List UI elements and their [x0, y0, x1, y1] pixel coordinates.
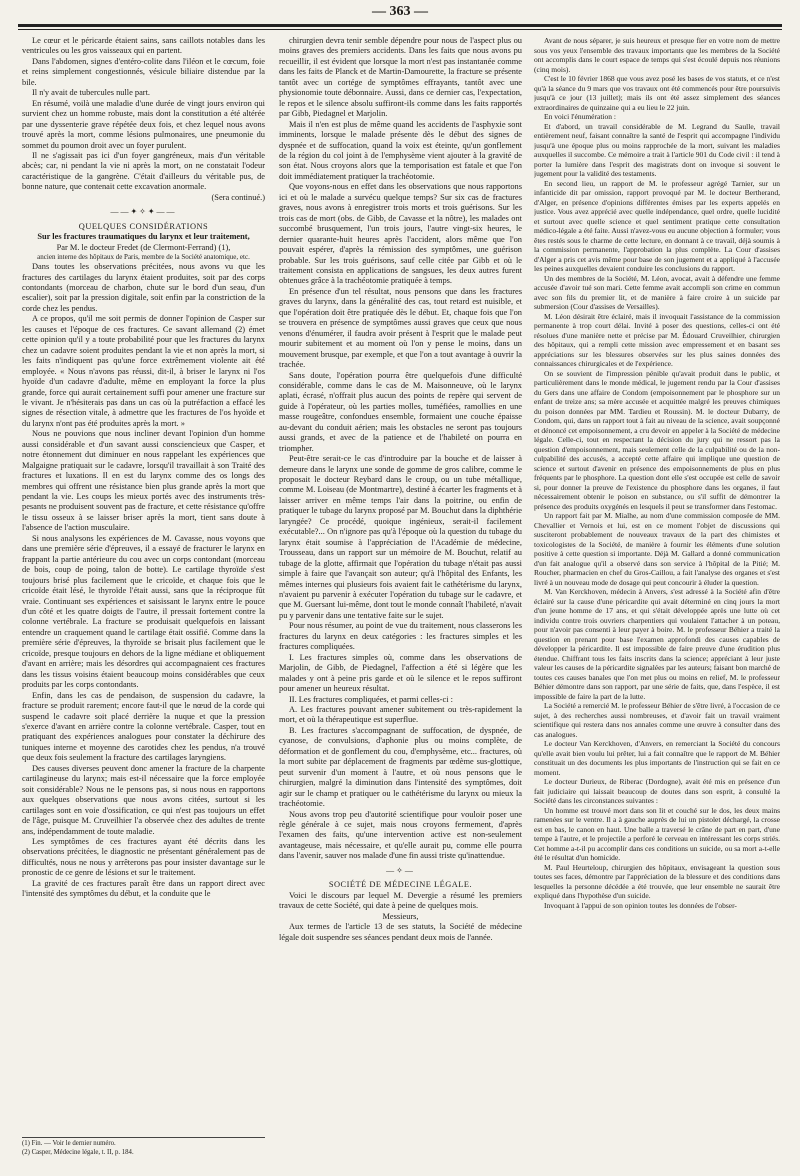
paragraph: Dans toutes les observations précitées, nous avons vu que les fractures des cartilages du larynx étaient produites, soit par des corps contondants (morceau de charbon, chute sur le bord d'un seau, d'un escalier), soit par la pression digitale, soit enfin par la constriction de la corde chez les pendus.: [22, 262, 265, 313]
paragraph: Mais il n'en est plus de même quand les accidents de l'asphyxie sont imminents, lorsque le malade présente dès le début des signes de dyspnée et de suffocation, quand la voix est éteinte, qu'un gonflement de la région du col joint à de l'emphysème vient ajouter à la gravité de son état. Nous croyons alors que la temporisation est fatale et que l'on doit immédiatement pratiquer la trachéotomie.: [279, 119, 522, 181]
paragraph: On se souvient de l'impression pénible qu'avait produit dans le public, et particulièrement dans le monde médical, le jugement rendu par la Cour d'assises du Gers dans une affaire de Condom (empoisonnement par le phosphore sur un enfant de treize ans; sa mère accusée et acquittée malgré les preuves chimiques du poison données par MM. Tardieu et Roussin). M. le docteur Dubarry, de Condom, qui, dans un rapport tout à fait au niveau de la science, avait soupçonné et dénoncé cet empoisonnement, a cru devoir en appeler à la Société de médecine légale. Celle-ci, tout en respectant la décision du jury qui ne ressort pas la question d'empoisonnement, mais seulement celle de la culpabilité ou de la non-culpabilité des accusés, a accepté cette affaire qui implique une question de science et surtout d'avenir en présence des empoisonnements de plus en plus fréquents par le phosphore. La question dont elle s'est occupée est celle de savoir si, pour donner la preuve de l'existence du phosphore dans les organes, il faut nécessairement obtenir le poison en substance, ou s'il suffit de démontrer la présence des produits oxygénés en lesquels il peut se transformer dans l'estomac.: [534, 368, 780, 511]
page-number: — 363 —: [372, 4, 428, 19]
paragraph: II. Les fractures compliquées, et parmi celles-ci :: [289, 694, 453, 704]
paragraph: Le cœur et le péricarde étaient sains, sans caillots notables dans les ventricules ou les gros vaisseaux qui en partent.: [22, 36, 265, 56]
footnote: (1) Fin. — Voir le dernier numéro.: [22, 1140, 116, 1147]
ornament-divider: —✧—: [386, 865, 415, 875]
paragraph: Enfin, dans les cas de pendaison, de suspension du cadavre, la fracture se produit rarement; encore faut-il que le nœud de la corde qui suspend le cadavre soit placé derrière la nuque et que la pression s'exerce d'avant en arrière contre la colonne vertébrale. Casper, tout en pratiquant des expériences analogues pour constater la déchirure des tuniques interne et moyenne des carotides chez les pendus, n'a trouvé que deux fois seulement la fracture des cartilages laryngiens.: [22, 690, 265, 763]
section-title: QUELQUES CONSIDÉRATIONS: [78, 221, 209, 231]
paragraph: Il ne s'agissait pas ici d'un foyer gangréneux, mais d'un véritable abcès; car, ni pendant la vie ni après la mort, on ne constatait l'odeur caractéristique de la gangrène. C'était d'ailleurs du véritable pus, de bonne nature, que contenait cette excavation anormale.: [22, 150, 265, 192]
section-title: SOCIÉTÉ DE MÉDECINE LÉGALE.: [328, 880, 473, 890]
paragraph: Si nous analysons les expériences de M. Cavasse, nous voyons que dans une première série d'épreuves, il a essayé de fracturer le larynx en frappant la partie antérieure du cou avec un corps contondant (morceau de bois, coup de poing, talon de botte). Le cartilage thyroïde s'est toujours brisé plus facilement que le cricoïde, et chaque fois que le cricoïde était lésé, le thyroïde l'était aussi, sans que la réciproque fût vraie. Continuant ses expériences et saisissant le larynx entre le pouce d'un côté et les quatre doigts de l'autre, il pressait fortement contre la colonne vertébrale. La fracture se produisait quelquefois en laissant entendre un craquement quand le cartilage était ossifié. Comme dans la première série d'épreuves, la thyroïde se brisait plus facilement que le cricoïde, presque toujours en dehors de la ligne médiane et obliquement d'avant en arrière; mais les désordres qui accompagnaient ces fractures dans les tissus voisins étaient beaucoup moins considérables que ceux produits par les corps contondants.: [22, 533, 265, 690]
paragraph: Peut-être serait-ce le cas d'introduire par la bouche et de laisser à demeure dans le larynx une sonde de gomme de gros calibre, comme le proposait le docteur Reybard dans le croup, ou un tube métallique, comme M. Loiseau (de Montmartre), destiné à écarter les fragments et à laisser arriver en même temps l'air dans la poitrine, ou enfin de pratiquer le tubage du larynx proposé par M. Bouchut dans la diphthérie laryngée? Ce procédé, quoique ingénieux, serait-il facilement exécutable?... On n'ignore pas qu'à l'époque où la question du tubage du larynx était soumise à l'appréciation de l'Académie de médecine, Trousseau, dans un rapport sur un mémoire de M. Bouchut, relatif au tubage de la glotte, affirmait que l'opération du tubage n'était pas aussi simple à faire que l'avançait son auteur; qu'à l'hôpital des Enfants, les mêmes internes qui plusieurs fois avaient fait le cathétérisme du larynx, n'avaient pu parvenir à exécuter l'opération du tubage sur le cadavre, et que M. Guersant lui-même, dont tout le monde connaît l'habileté, n'avait pu y parvenir dans une tentative faite sur le sujet.: [279, 454, 522, 620]
paragraph: Invoquant à l'appui de son opinion toutes les données de l'obser-: [544, 900, 737, 910]
paragraph: Sans doute, l'opération pourra être quelquefois d'une difficulté considérable, comme dans le cas de M. Maisonneuve, où le larynx aplati, écrasé, n'offrait plus aucun des points de repère qui servent de guide à l'opérateur, où les parties molles, tuméfiées, ramollies en une masse rougeâtre, confondues ensemble, formaient une couche épaisse au-devant du conduit aérien; mais les obstacles ne seront pas toujours aussi grands, et avec de la patience et de l'habileté on pourra en triompher.: [279, 370, 522, 453]
footnote: (2) Casper, Médecine légale, t. II, p. 184.: [22, 1148, 134, 1156]
column-left: [22, 36, 265, 1166]
paragraph: Dans l'abdomen, signes d'entéro-colite dans l'iléon et le cœcum, foie et reins simplement congestionnés, vésicule biliaire distendue par la bile.: [22, 56, 265, 87]
paragraph: Un homme est trouvé mort dans son lit et couché sur le dos, les deux mains ramenées sur le ventre. Il a à gauche auprès de lui un pistolet déchargé, la crosse est en bas, le canon en haut. Une balle a traversé le crâne de part en part, d'une tempe à l'autre, et le projectile a perforé le cerveau en intéressant les corps striés. Cet homme a-t-il pu accomplir dans ces conditions un suicide, ou sa mort a-t-elle été le résultat d'un homicide.: [534, 805, 780, 862]
paragraph: B. Les fractures s'accompagnant de suffocation, de dyspnée, de cyanose, de convulsions, d'aphonie plus ou moins complète, de déformation et de gonflement du cou, d'emphysème, etc... fractures, où la mort subite par déplacement de fragments par œdème sus-glottique, peut survenir d'un moment à l'autre, et où nous pensons que le chirurgien, malgré la diminution dans l'intensité des symptômes, doit agir sur le champ et pratiquer ou le cathétérisme du larynx ou mieux la trachéotomie.: [279, 725, 522, 809]
paragraph: Et d'abord, un travail considérable de M. Legrand du Saulle, travail entièrement neuf, faisant connaître la santé de l'esprit qui accompagne l'individu jusqu'à une époque plus ou moins rapprochée de la mort, suivant les maladies auxquelles il succombe. Ce mémoire a trait à l'article 901 du Code civil : il tend à porter la lumière dans l'esprit des magistrats dont on invoque si souvent le jugement pour la validité des testaments.: [534, 121, 780, 178]
paragraph: La Société a remercié M. le professeur Béhier de s'être livré, à l'occasion de ce sujet, à des recherches aussi nombreuses, et d'avoir fait un travail vraiment scientifique qui restera dans nos annales comme une œuvre à consulter dans des cas analogues.: [534, 701, 780, 739]
paragraph: La gravité de ces fractures paraît être dans un rapport direct avec l'intensité des symptômes du début, et la conduite que le: [22, 878, 265, 899]
article-author: Par M. le docteur Fredet (de Clermont-Ferrand) (1),: [56, 242, 231, 252]
salutation: Messieurs,: [382, 911, 419, 921]
paragraph: Avant de nous séparer, je suis heureux et presque fier en votre nom de mettre sous vos yeux l'ensemble des travaux importants que les membres de la Société ont accomplis dans le court espace de temps qui s'est écoulé depuis nos réunions (cinq mois).: [534, 36, 780, 74]
paragraph: A ce propos, qu'il me soit permis de donner l'opinion de Casper sur les causes et l'époque de ces fractures. Ce savant allemand (2) émet cette opinion qu'il y a toute probabilité pour que les fractures du larynx chez un cadavre soient produites pendant la vie et non après la mort, si les faits n'indiquent pas qu'une force extrêmement violente ait été employée. « Nous n'avons pas réussi, dit-il, à briser le larynx ni l'os hyoïde d'un cadavre d'adulte, même en employant la force la plus grande, force qui aurait certainement suffi pour amener une fracture sur le vivant. Je n'hésiterais pas dans un cas où la putréfaction a effacé les signes de résection vitale, à admettre que les fractures de l'os hyoïde et du larynx n'ont pas été produites après la mort. »: [22, 314, 265, 428]
paragraph: Un rapport fait par M. Mialhe, au nom d'une commission composée de MM. Chevallier et Vernois et lui, est en ce moment l'objet de discussions qui susciteront probablement de nouveaux travaux de la part des chimistes et toxicologistes de la Société, de manière à fournir les éléments d'une solution positive à cette question si importante. Déjà M. Gallard a donné communication d'un fait analogue qu'il a observé dans son service à l'hôpital de la Pitié; M. Roucher, pharmacien en chef du Gros-Caillou, a fait l'analyse des organes et s'est livré à un nouveau mode de dosage qui peut concourir à éluder la question.: [534, 511, 780, 587]
paragraph: En présence d'un tel résultat, nous pensons que dans les fractures graves du larynx, dans la généralité des cas, tout retard est nuisible, et que l'opération doit être pratiquée dès le début. Et, chaque fois que l'on se trouvera en présence de symptômes aussi graves que ceux que nous venons d'énumérer, il faudra avoir présent à l'esprit que le malade peut mourir subitement et au moment où l'on y pense le moins, dans un mouvement brusque, par exemple, et que l'on a tout avantage à ouvrir la trachée.: [279, 286, 522, 370]
paragraph: Voici le discours par lequel M. Devergie a résumé les premiers travaux de cette Société, qui date à peine de quelques mois.: [279, 890, 522, 911]
paragraph: Un des membres de la Société, M. Léon, avocat, avait à défendre une femme accusée d'avoir tué son mari. Cette femme avait accompli son crime en commun avec son fils du premier lit, et de manière à faire croire à un suicide par submersion (Cour d'assises de Versailles).: [534, 273, 780, 311]
header-rule-thin: [18, 29, 782, 30]
paragraph: Que voyons-nous en effet dans les observations que nous rapportons ici et où le malade a survécu quelque temps? Sur six cas de fractures graves, nous avons à enregistrer trois morts et trois guérisons. Sur les trois cas de mort (obs. de Gibb, de Cavasse et la nôtre), les malades ont succombé brusquement, l'un trois jours, l'autre vingt-six heures, le dernier quarante-huit heures après l'accident, alors même que l'on pouvait espérer, d'après la rémission des symptômes, une guérison probable. Sur les trois guérisons, sauf celle citée par Gibb et où le traitement consista en applications de sangsues, les deux autres furent obtenues grâce à la trachéotomie pratiquée à temps.: [279, 182, 522, 286]
header-rule: [18, 24, 782, 27]
paragraph: M. Paul Heurteloup, chirurgien des hôpitaux, envisageant la question sous toutes ses faces, démontre par l'appréciation de la blessure et des conditions dans lesquelles la personne décédée a été trouvée, que leur ensemble ne saurait être expliqué dans l'hypothèse d'un suicide.: [534, 862, 780, 900]
column-middle: [279, 36, 522, 1166]
paragraph: Le docteur Durieux, de Riberac (Dordogne), avait été mis en présence d'un fait judiciaire qui laissait beaucoup de doutes dans son esprit, à consulté la Société dans les circonstances suivantes :: [534, 777, 780, 805]
continued-note: (Sera continué.): [211, 192, 265, 202]
paragraph: I. Les fractures simples où, comme dans les observations de Marjolin, de Gibb, de Piedagnel, l'affection a été si légère que les malades y ont à peine pris garde et où le silence et le repos suffiront pour amener un heureux résultat.: [279, 652, 522, 694]
paragraph: Des causes diverses peuvent donc amener la fracture de la charpente cartilagineuse du larynx; mais est-il nécessaire que la force employée soit considérable? Nous ne le pensons pas, si nous nous en rapportons aux quelques observations que nous avons citées, surtout si les cartilages sont en voie d'ossification, ce qui n'est pas toujours un effet de l'âge, puisque M. Cruveilhier l'a observée chez des adultes de trente ans, indépendamment de toute maladie.: [22, 763, 265, 836]
paragraph: Les symptômes de ces fractures ayant été décrits dans les observations précitées, le diagnostic ne présentant généralement pas de difficultés, nous ne nous y arrêterons pas pour insister davantage sur le pronostic de ce genre de lésions et sur le traitement.: [22, 836, 265, 878]
paragraph: C'est le 10 février 1868 que vous avez posé les bases de vos statuts, et ce n'est qu'à la séance du 9 mars que vos travaux ont été commencés pour être poursuivis jusqu'à ce jour (13 juillet); mais ils ont été assez simplement des séances extraordinaires de quinzaine qui a eu lieu le 22 juin.: [534, 74, 780, 112]
paragraph: Nous ne pouvions que nous incliner devant l'opinion d'un homme aussi considérable et d'un savant aussi consciencieux que Casper, et notre étonnement dut diminuer en nous rappelant les expériences que Malgaigne pratiquait sur le cadavre, lorsqu'il travaillait à son Traité des fractures et luxations. Il en est du larynx comme des os longs des membres qui offrent une résistance bien plus grande après la mort que pendant la vie. Les coups les mieux portés avec des instruments très-pesants ne produisent souvent pas de fracture, et cette résistance qu'offre le tissu osseux à se laisser briser après la mort, tient sans doute à l'absence de l'action musculaire.: [22, 429, 265, 533]
paragraph: Il n'y avait de tubercules nulle part.: [32, 88, 151, 98]
paragraph: En voici l'énumération :: [544, 112, 616, 121]
paragraph: M. Léon désirait être éclairé, mais il invoquait l'assistance de la commission permanente à trop court délai. Invité à poser des questions, celles-ci ont été résolues d'une manière nette et précise par M. Édouard Cruveilhier, chirurgien des hôpitaux, qui a rempli cette mission avec empressement et en basant ses appréciations sur les blessures observées sur les plus saines données des connaissances chirurgicales et de l'expérience.: [534, 311, 780, 368]
paragraph: chirurgien devra tenir semble dépendre pour nous de l'aspect plus ou moins graves des premiers accidents. Dans les faits que nous avons pu recueillir, il est évident que lorsque la mort n'est pas instantanée comme dans les faits de Planck et de Martin-Damourette, la fracture se présente tantôt avec un cortége de symptômes effrayants, tantôt avec une physionomie toute débonnaire. Aussi, dans ce dernier cas, l'expectation, le repos et le silence absolu suffiront-ils comme dans les faits rapportés par Gibb, Piedagnel et Marjolin.: [279, 36, 522, 119]
paragraph: M. Van Kerckhoven, médecin à Anvers, s'est adressé à la Société afin d'être éclairé sur la cause d'une péricardite qui avait déterminé en cinq jours la mort d'un jeune homme de 17 ans, et qui s'était développée après une lutte où cet individu contre trois ouvriers charpentiers qui voulaient l'attacher à un poteau, pour n'avoir pas consenti à leur payer à boire. M. le professeur Béhier a traité la question en prenant pour base l'examen approfondi des causes capables de développer la péricardite. Il est impossible de faire preuve d'une érudition plus étendue. Chiffrant tous les faits inscrits dans la science; appréciant à leur juste valeur les causes de la péricardite signalées par les auteurs; faisant bon marché de toutes ces causes banales que l'on met plus ou moins en relief, M. le professeur Béhier démontre dans son rapport, par une série de faits, que, dans l'espèce, il est impossible de faire la part de la lutte.: [534, 587, 780, 701]
paragraph: En second lieu, un rapport de M. le professeur agrégé Tarnier, sur un infanticide dit par omission, rapport provoqué par M. le docteur Bertherand, d'Alger, en présence d'opinions différentes émises par les experts appelés en justice. Vous avez apprécié avec quelle indépendance, quel ordre, quelle lucidité et surtout avec quelle science et quel sentiment pratique cette consultation médico-légale a été faite. Aussi n'avez-vous eu aucune objection à formuler; vous êtes restés sous le charme de cette lecture, en donnant à ce travail, déjà soumis à la commission permanente, l'approbation la plus complète. La Cour d'assises d'Alger a pris cet avis même pour base de son jugement et a appliqué à l'accusée les peines auxquelles devaient conduire les conclusions du rapport.: [534, 178, 780, 273]
paragraph: Le docteur Van Kerckhoven, d'Anvers, en remerciant la Société du concours qu'elle avait bien voulu lui prêter, lui a fait connaître que le rapport de M. Béhier constituait un des documents les plus importants de l'instruction qui se fait en ce moment.: [534, 739, 780, 777]
article-title: Sur les fractures traumatiques du larynx et leur traitement,: [37, 232, 250, 242]
column-right: [534, 36, 780, 1166]
footnotes: [22, 1137, 265, 1157]
ornament-divider: ——✦✧✦——: [110, 207, 177, 217]
paragraph: A. Les fractures pouvant amener subitement ou très-rapidement la mort, et où la thérapeutique est superflue.: [279, 705, 522, 725]
author-credentials: ancien interne des hôpitaux de Paris, membre de la Société anatomique, etc.: [37, 253, 250, 262]
paragraph: En résumé, voilà une maladie d'une durée de vingt jours environ qui survient chez un homme robuste, mais dont la constitution a été altérée par une dyssenterie grave répétée deux fois, et chez lequel nous avons trouvé après la mort, comme lésions pulmonaires, une pneumonie du sommet du poumon droit avec un foyer purulent.: [22, 98, 265, 150]
paragraph: Aux termes de l'article 13 de ses statuts, la Société de médecine légale doit suspendre ses séances pendant deux mois de l'année.: [279, 922, 522, 942]
paragraph: Nous avons trop peu d'autorité scientifique pour vouloir poser une règle générale à ce sujet, mais nous croyons fermement, d'après l'examen des faits, qu'une intervention active est non-seulement avantageuse, mais nécessaire, et qu'elle aurait pu, comme elle pourra dans l'avenir, sauver nos malade d'une fin aussi triste qu'inattendue.: [279, 809, 522, 861]
paragraph: Pour nous résumer, au point de vue du traitement, nous classerons les fractures du larynx en deux catégories : les fractures simples et les fractures compliquées.: [279, 621, 522, 652]
